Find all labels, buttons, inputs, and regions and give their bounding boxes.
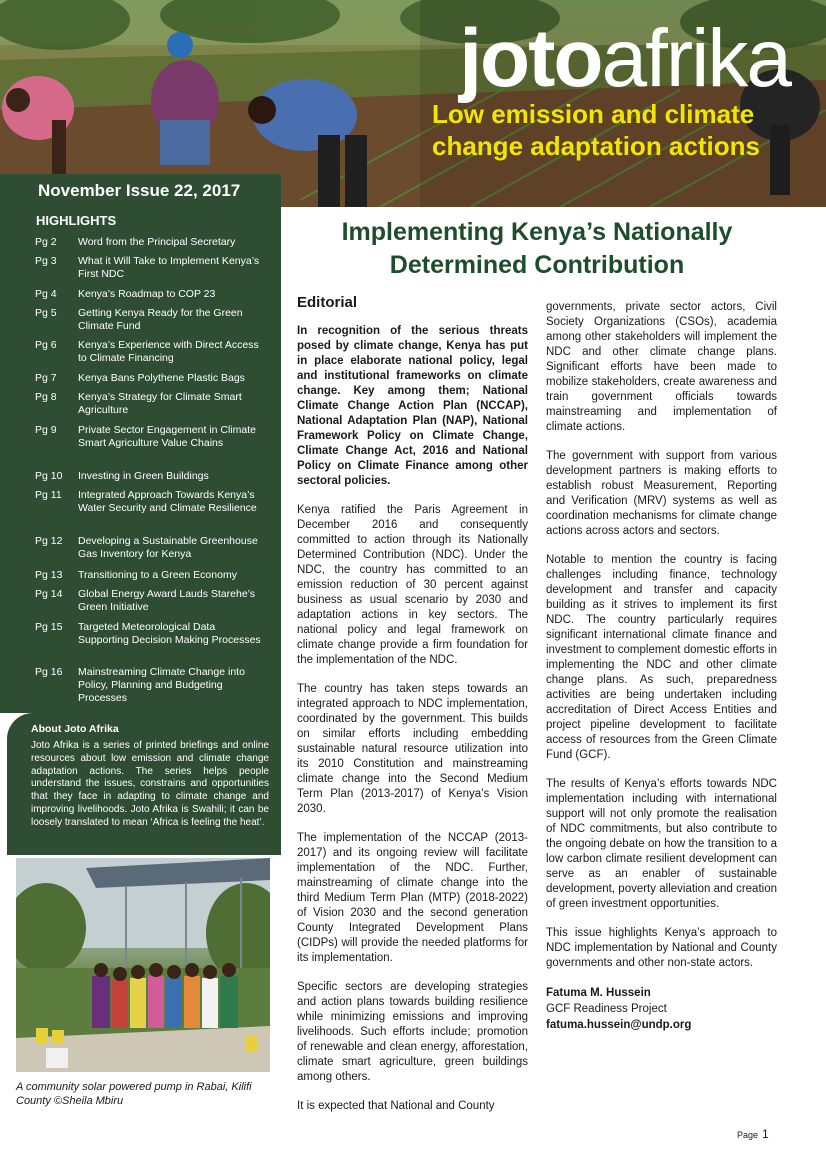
highlight-page: Pg 4 <box>35 288 57 300</box>
highlight-page: Pg 6 <box>35 339 57 351</box>
highlight-page: Pg 3 <box>35 255 57 267</box>
highlight-text: Getting Kenya Ready for the Green Climate Fund <box>78 307 243 332</box>
article-paragraph: The country has taken steps towards an integrated approach to NDC implementation, coordinated by the government. This builds on similar efforts including embedding sustainable natural resource utilization into its 2010 Constitution and mainstreaming climate change into the Second Medium Term Plan (2013-2017) of Kenya’s Vision 2030. <box>297 683 528 815</box>
highlight-text: Kenya’s Roadmap to COP 23 <box>78 288 216 300</box>
highlight-text: Kenya Bans Polythene Plastic Bags <box>78 372 245 384</box>
article-paragraph: Specific sectors are developing strategies and action plans towards building resilience while minimizing emissions and improving livelihoods. Such efforts include; promotion of renewable and clean energy, afforestation, climate smart agriculture, green buildings among others. <box>297 981 528 1083</box>
highlight-text: Transitioning to a Green Economy <box>78 569 237 581</box>
highlight-page: Pg 7 <box>35 372 57 384</box>
about-title: About Joto Afrika <box>31 723 119 735</box>
article-paragraph: The results of Kenya’s efforts towards NDC implementation including with international support will not only promote the realisation of NDC commitments, but also contribute to the ongoing debate on how the transition to a low carbon climate resilient development can serve as an enabler of sustainable development, poverty alleviation and creation of green investment opportunities. <box>546 778 777 910</box>
highlight-text: Kenya’s Strategy for Climate Smart Agriculture <box>78 391 242 416</box>
page-label: Page <box>737 1130 759 1140</box>
highlight-text: Targeted Meteorological Data Supporting Decision Making Processes <box>78 621 261 646</box>
highlight-text: Word from the Principal Secretary <box>78 236 236 248</box>
highlights-panel <box>0 207 281 713</box>
article-lead: In recognition of the serious threats posed by climate change, Kenya has put in place elaborate national policy, legal and institutional frameworks on climate change. Key among them; National Climate Change Action Plan (NCCAP), National Adaptation Plan (NAP), National Framework Policy on Climate Change, Climate Change Act, 2016 and National Policy on Climate Finance among other sectoral policies. <box>297 325 528 487</box>
highlight-page: Pg 10 <box>35 470 63 482</box>
highlights-title: HIGHLIGHTS <box>36 213 117 228</box>
highlight-page: Pg 16 <box>35 666 63 678</box>
article-paragraph: Kenya ratified the Paris Agreement in December 2016 and consequently committed to action through its Nationally Determined Contribution (NDC). Under the NDC, the country has committed to an emission reduction of 30 percent against business as usual scenario by 2030 and adaptation actions in key sectors. The national policy and legal framework on climate change provide a firm foundation for the implementation of the NDC. <box>297 504 528 666</box>
highlight-text: Kenya’s Experience with Direct Access to Climate Financing <box>78 339 259 364</box>
highlight-text: What it Will Take to Implement Kenya’s First NDC <box>78 255 260 280</box>
highlight-text: Investing in Green Buildings <box>78 470 209 482</box>
about-text: Joto Afrika is a series of printed briefings and online resources about low emission and climate change adaptation actions. The series helps people understand the issues, constrains and opportunities that they face in adapting to climate change and improving livelihoods. Joto Afrika is Swahili; it can be loosely translated to mean ‘Africa is feeling the heat’. <box>31 740 269 828</box>
highlight-page: Pg 11 <box>35 489 62 501</box>
photo-caption: A community solar powered pump in Rabai, Kilifi County ©Sheila Mbiru <box>16 1081 252 1107</box>
highlight-page: Pg 8 <box>35 391 57 403</box>
masthead-logo <box>459 13 790 104</box>
article-paragraph: The government with support from various development partners is making efforts to establish robust Measurement, Reporting and Verification (MRV) systems as well as coordination mechanisms for climate change actions across actors and sectors. <box>546 450 777 537</box>
article-title: Implementing Kenya’s Nationally Determined Contribution <box>341 218 733 279</box>
article-paragraph: It is expected that National and County <box>297 1100 495 1112</box>
solar-pump-photo <box>16 858 270 1072</box>
article-column-1 <box>297 324 528 1128</box>
author-signature <box>546 985 777 1033</box>
highlight-text: Developing a Sustainable Greenhouse Gas Inventory for Kenya <box>78 535 258 560</box>
highlight-page: Pg 13 <box>35 569 63 581</box>
issue-label: November Issue 22, 2017 <box>0 174 281 208</box>
highlight-page: Pg 5 <box>35 307 57 319</box>
highlight-text: Integrated Approach Towards Kenya’s Water Security and Climate Resilience <box>78 489 257 514</box>
article-paragraph: The implementation of the NCCAP (2013-2017) and its ongoing review will facilitate implementation of the NDC. Further, mainstreaming of climate change into the third Medium Term Plan (MTP) (2018-2022) of Vision 2030 and the second generation County Integrated Development Plans (CIDPs) will provide the needed platforms for its implementation. <box>297 832 528 964</box>
author-name: Fatuma M. Hussein <box>546 987 651 999</box>
article-paragraph: Notable to mention the country is facing challenges including finance, technology development and transfer and capacity building as it strives to implement its first NDC. The country particularly requires significant international climate finance and investment to complement domestic efforts in implementing the NDC and other climate change plans. As such, preparedness activities are being undertaken including accreditation of Direct Access Entities and project pipeline development to facilitate access of resources from the Green Climate Fund (GCF). <box>546 554 777 761</box>
section-heading: Editorial <box>297 294 358 311</box>
highlight-page: Pg 14 <box>35 588 63 600</box>
highlight-text: Mainstreaming Climate Change into Policy, Planning and Budgeting Processes <box>78 666 245 704</box>
about-joto-afrika <box>7 713 281 855</box>
highlight-page: Pg 12 <box>35 535 63 547</box>
highlight-page: Pg 9 <box>35 424 57 436</box>
masthead-tagline: Low emission and climate change adaptation actions <box>432 99 760 161</box>
highlight-page: Pg 2 <box>35 236 57 248</box>
article-column-2 <box>546 300 777 1033</box>
highlight-text: Global Energy Award Lauds Starehe’s Green Initiative <box>78 588 256 613</box>
brand-afrika: afrika <box>601 13 790 104</box>
highlight-text: Private Sector Engagement in Climate Smart Agriculture Value Chains <box>78 424 257 449</box>
author-affiliation: GCF Readiness Project <box>546 1003 667 1015</box>
brand-joto: joto <box>459 13 602 104</box>
article-paragraph: This issue highlights Kenya’s approach to NDC implementation by National and County governments and other non-state actors. <box>546 927 777 969</box>
highlight-page: Pg 15 <box>35 621 63 633</box>
author-email: fatuma.hussein@undp.org <box>546 1019 692 1031</box>
community-group-illustration <box>16 858 270 1072</box>
article-paragraph: governments, private sector actors, Civil Society Organizations (CSOs), academia among other stakeholders will implement the NDC and other climate change plans. Significant efforts have been made to mobilize stakeholders, create awareness and train government officials towards mainstreaming and implementation of climate actions. <box>546 301 777 433</box>
page-number <box>737 1127 769 1141</box>
page-number-value: 1 <box>762 1127 769 1141</box>
